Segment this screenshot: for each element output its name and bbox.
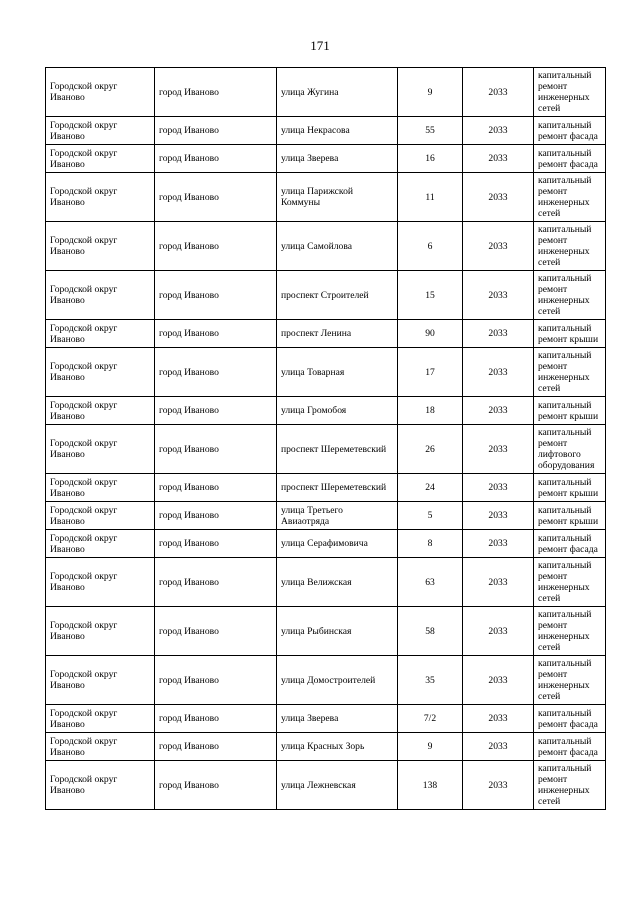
year-cell: 2033 xyxy=(463,117,534,145)
housing-repair-table xyxy=(45,67,606,810)
district-cell: Городской округ Иваново xyxy=(46,705,155,733)
city-cell: город Иваново xyxy=(155,656,277,705)
house-number-cell: 90 xyxy=(398,320,463,348)
street-cell: проспект Шереметевский xyxy=(277,474,398,502)
house-number-cell: 7/2 xyxy=(398,705,463,733)
city-cell: город Иваново xyxy=(155,397,277,425)
district-cell: Городской округ Иваново xyxy=(46,558,155,607)
street-cell: улица Некрасова xyxy=(277,117,398,145)
work-type-cell: капитальный ремонт инженерных сетей xyxy=(534,607,606,656)
street-cell: улица Зверева xyxy=(277,705,398,733)
city-cell: город Иваново xyxy=(155,530,277,558)
year-cell: 2033 xyxy=(463,222,534,271)
district-cell: Городской округ Иваново xyxy=(46,761,155,810)
work-type-cell: капитальный ремонт инженерных сетей xyxy=(534,222,606,271)
city-cell: город Иваново xyxy=(155,558,277,607)
year-cell: 2033 xyxy=(463,558,534,607)
district-cell: Городской округ Иваново xyxy=(46,271,155,320)
work-type-cell: капитальный ремонт фасада xyxy=(534,733,606,761)
work-type-cell: капитальный ремонт инженерных сетей xyxy=(534,271,606,320)
table-row xyxy=(46,348,606,397)
table-row xyxy=(46,145,606,173)
year-cell: 2033 xyxy=(463,173,534,222)
street-cell: проспект Строителей xyxy=(277,271,398,320)
year-cell: 2033 xyxy=(463,68,534,117)
year-cell: 2033 xyxy=(463,474,534,502)
district-cell: Городской округ Иваново xyxy=(46,348,155,397)
street-cell: улица Зверева xyxy=(277,145,398,173)
work-type-cell: капитальный ремонт фасада xyxy=(534,705,606,733)
city-cell: город Иваново xyxy=(155,425,277,474)
table-row xyxy=(46,474,606,502)
house-number-cell: 9 xyxy=(398,733,463,761)
street-cell: улица Лежневская xyxy=(277,761,398,810)
district-cell: Городской округ Иваново xyxy=(46,173,155,222)
page-number: 171 xyxy=(310,38,330,53)
table-row xyxy=(46,705,606,733)
street-cell: улица Товарная xyxy=(277,348,398,397)
city-cell: город Иваново xyxy=(155,145,277,173)
table-row xyxy=(46,425,606,474)
house-number-cell: 9 xyxy=(398,68,463,117)
house-number-cell: 8 xyxy=(398,530,463,558)
work-type-cell: капитальный ремонт фасада xyxy=(534,117,606,145)
city-cell: город Иваново xyxy=(155,117,277,145)
house-number-cell: 18 xyxy=(398,397,463,425)
year-cell: 2033 xyxy=(463,530,534,558)
table-row xyxy=(46,271,606,320)
district-cell: Городской округ Иваново xyxy=(46,68,155,117)
house-number-cell: 26 xyxy=(398,425,463,474)
year-cell: 2033 xyxy=(463,145,534,173)
work-type-cell: капитальный ремонт фасада xyxy=(534,530,606,558)
year-cell: 2033 xyxy=(463,761,534,810)
city-cell: город Иваново xyxy=(155,705,277,733)
table-row xyxy=(46,530,606,558)
year-cell: 2033 xyxy=(463,656,534,705)
year-cell: 2033 xyxy=(463,348,534,397)
table-row xyxy=(46,607,606,656)
work-type-cell: капитальный ремонт крыши xyxy=(534,474,606,502)
district-cell: Городской округ Иваново xyxy=(46,222,155,271)
house-number-cell: 58 xyxy=(398,607,463,656)
year-cell: 2033 xyxy=(463,705,534,733)
table-row xyxy=(46,733,606,761)
house-number-cell: 6 xyxy=(398,222,463,271)
table-row xyxy=(46,761,606,810)
year-cell: 2033 xyxy=(463,271,534,320)
district-cell: Городской округ Иваново xyxy=(46,145,155,173)
street-cell: улица Домостроителей xyxy=(277,656,398,705)
work-type-cell: капитальный ремонт лифтового оборудования xyxy=(534,425,606,474)
work-type-cell: капитальный ремонт инженерных сетей xyxy=(534,68,606,117)
house-number-cell: 138 xyxy=(398,761,463,810)
city-cell: город Иваново xyxy=(155,348,277,397)
work-type-cell: капитальный ремонт инженерных сетей xyxy=(534,173,606,222)
house-number-cell: 16 xyxy=(398,145,463,173)
district-cell: Городской округ Иваново xyxy=(46,530,155,558)
city-cell: город Иваново xyxy=(155,474,277,502)
house-number-cell: 5 xyxy=(398,502,463,530)
house-number-cell: 35 xyxy=(398,656,463,705)
work-type-cell: капитальный ремонт инженерных сетей xyxy=(534,656,606,705)
table-row xyxy=(46,173,606,222)
table-row xyxy=(46,222,606,271)
street-cell: улица Третьего Авиаотряда xyxy=(277,502,398,530)
street-cell: улица Красных Зорь xyxy=(277,733,398,761)
work-type-cell: капитальный ремонт фасада xyxy=(534,145,606,173)
house-number-cell: 24 xyxy=(398,474,463,502)
city-cell: город Иваново xyxy=(155,68,277,117)
street-cell: улица Рыбинская xyxy=(277,607,398,656)
work-type-cell: капитальный ремонт инженерных сетей xyxy=(534,348,606,397)
house-number-cell: 15 xyxy=(398,271,463,320)
street-cell: улица Громобоя xyxy=(277,397,398,425)
street-cell: улица Самойлова xyxy=(277,222,398,271)
table-row xyxy=(46,502,606,530)
work-type-cell: капитальный ремонт крыши xyxy=(534,320,606,348)
district-cell: Городской округ Иваново xyxy=(46,502,155,530)
work-type-cell: капитальный ремонт крыши xyxy=(534,502,606,530)
city-cell: город Иваново xyxy=(155,271,277,320)
house-number-cell: 55 xyxy=(398,117,463,145)
table-row xyxy=(46,320,606,348)
year-cell: 2033 xyxy=(463,320,534,348)
table-row xyxy=(46,397,606,425)
year-cell: 2033 xyxy=(463,425,534,474)
city-cell: город Иваново xyxy=(155,761,277,810)
city-cell: город Иваново xyxy=(155,502,277,530)
work-type-cell: капитальный ремонт инженерных сетей xyxy=(534,761,606,810)
street-cell: улица Парижской Коммуны xyxy=(277,173,398,222)
work-type-cell: капитальный ремонт крыши xyxy=(534,397,606,425)
street-cell: проспект Шереметевский xyxy=(277,425,398,474)
table-row xyxy=(46,558,606,607)
city-cell: город Иваново xyxy=(155,222,277,271)
table-row xyxy=(46,656,606,705)
street-cell: улица Велижская xyxy=(277,558,398,607)
work-type-cell: капитальный ремонт инженерных сетей xyxy=(534,558,606,607)
district-cell: Городской округ Иваново xyxy=(46,733,155,761)
year-cell: 2033 xyxy=(463,502,534,530)
district-cell: Городской округ Иваново xyxy=(46,117,155,145)
city-cell: город Иваново xyxy=(155,733,277,761)
city-cell: город Иваново xyxy=(155,320,277,348)
year-cell: 2033 xyxy=(463,397,534,425)
district-cell: Городской округ Иваново xyxy=(46,607,155,656)
district-cell: Городской округ Иваново xyxy=(46,474,155,502)
district-cell: Городской округ Иваново xyxy=(46,397,155,425)
street-cell: улица Жугина xyxy=(277,68,398,117)
city-cell: город Иваново xyxy=(155,173,277,222)
house-number-cell: 11 xyxy=(398,173,463,222)
street-cell: улица Серафимовича xyxy=(277,530,398,558)
table-row xyxy=(46,68,606,117)
house-number-cell: 17 xyxy=(398,348,463,397)
district-cell: Городской округ Иваново xyxy=(46,425,155,474)
house-number-cell: 63 xyxy=(398,558,463,607)
street-cell: проспект Ленина xyxy=(277,320,398,348)
district-cell: Городской округ Иваново xyxy=(46,656,155,705)
year-cell: 2033 xyxy=(463,733,534,761)
city-cell: город Иваново xyxy=(155,607,277,656)
district-cell: Городской округ Иваново xyxy=(46,320,155,348)
table-row xyxy=(46,117,606,145)
year-cell: 2033 xyxy=(463,607,534,656)
